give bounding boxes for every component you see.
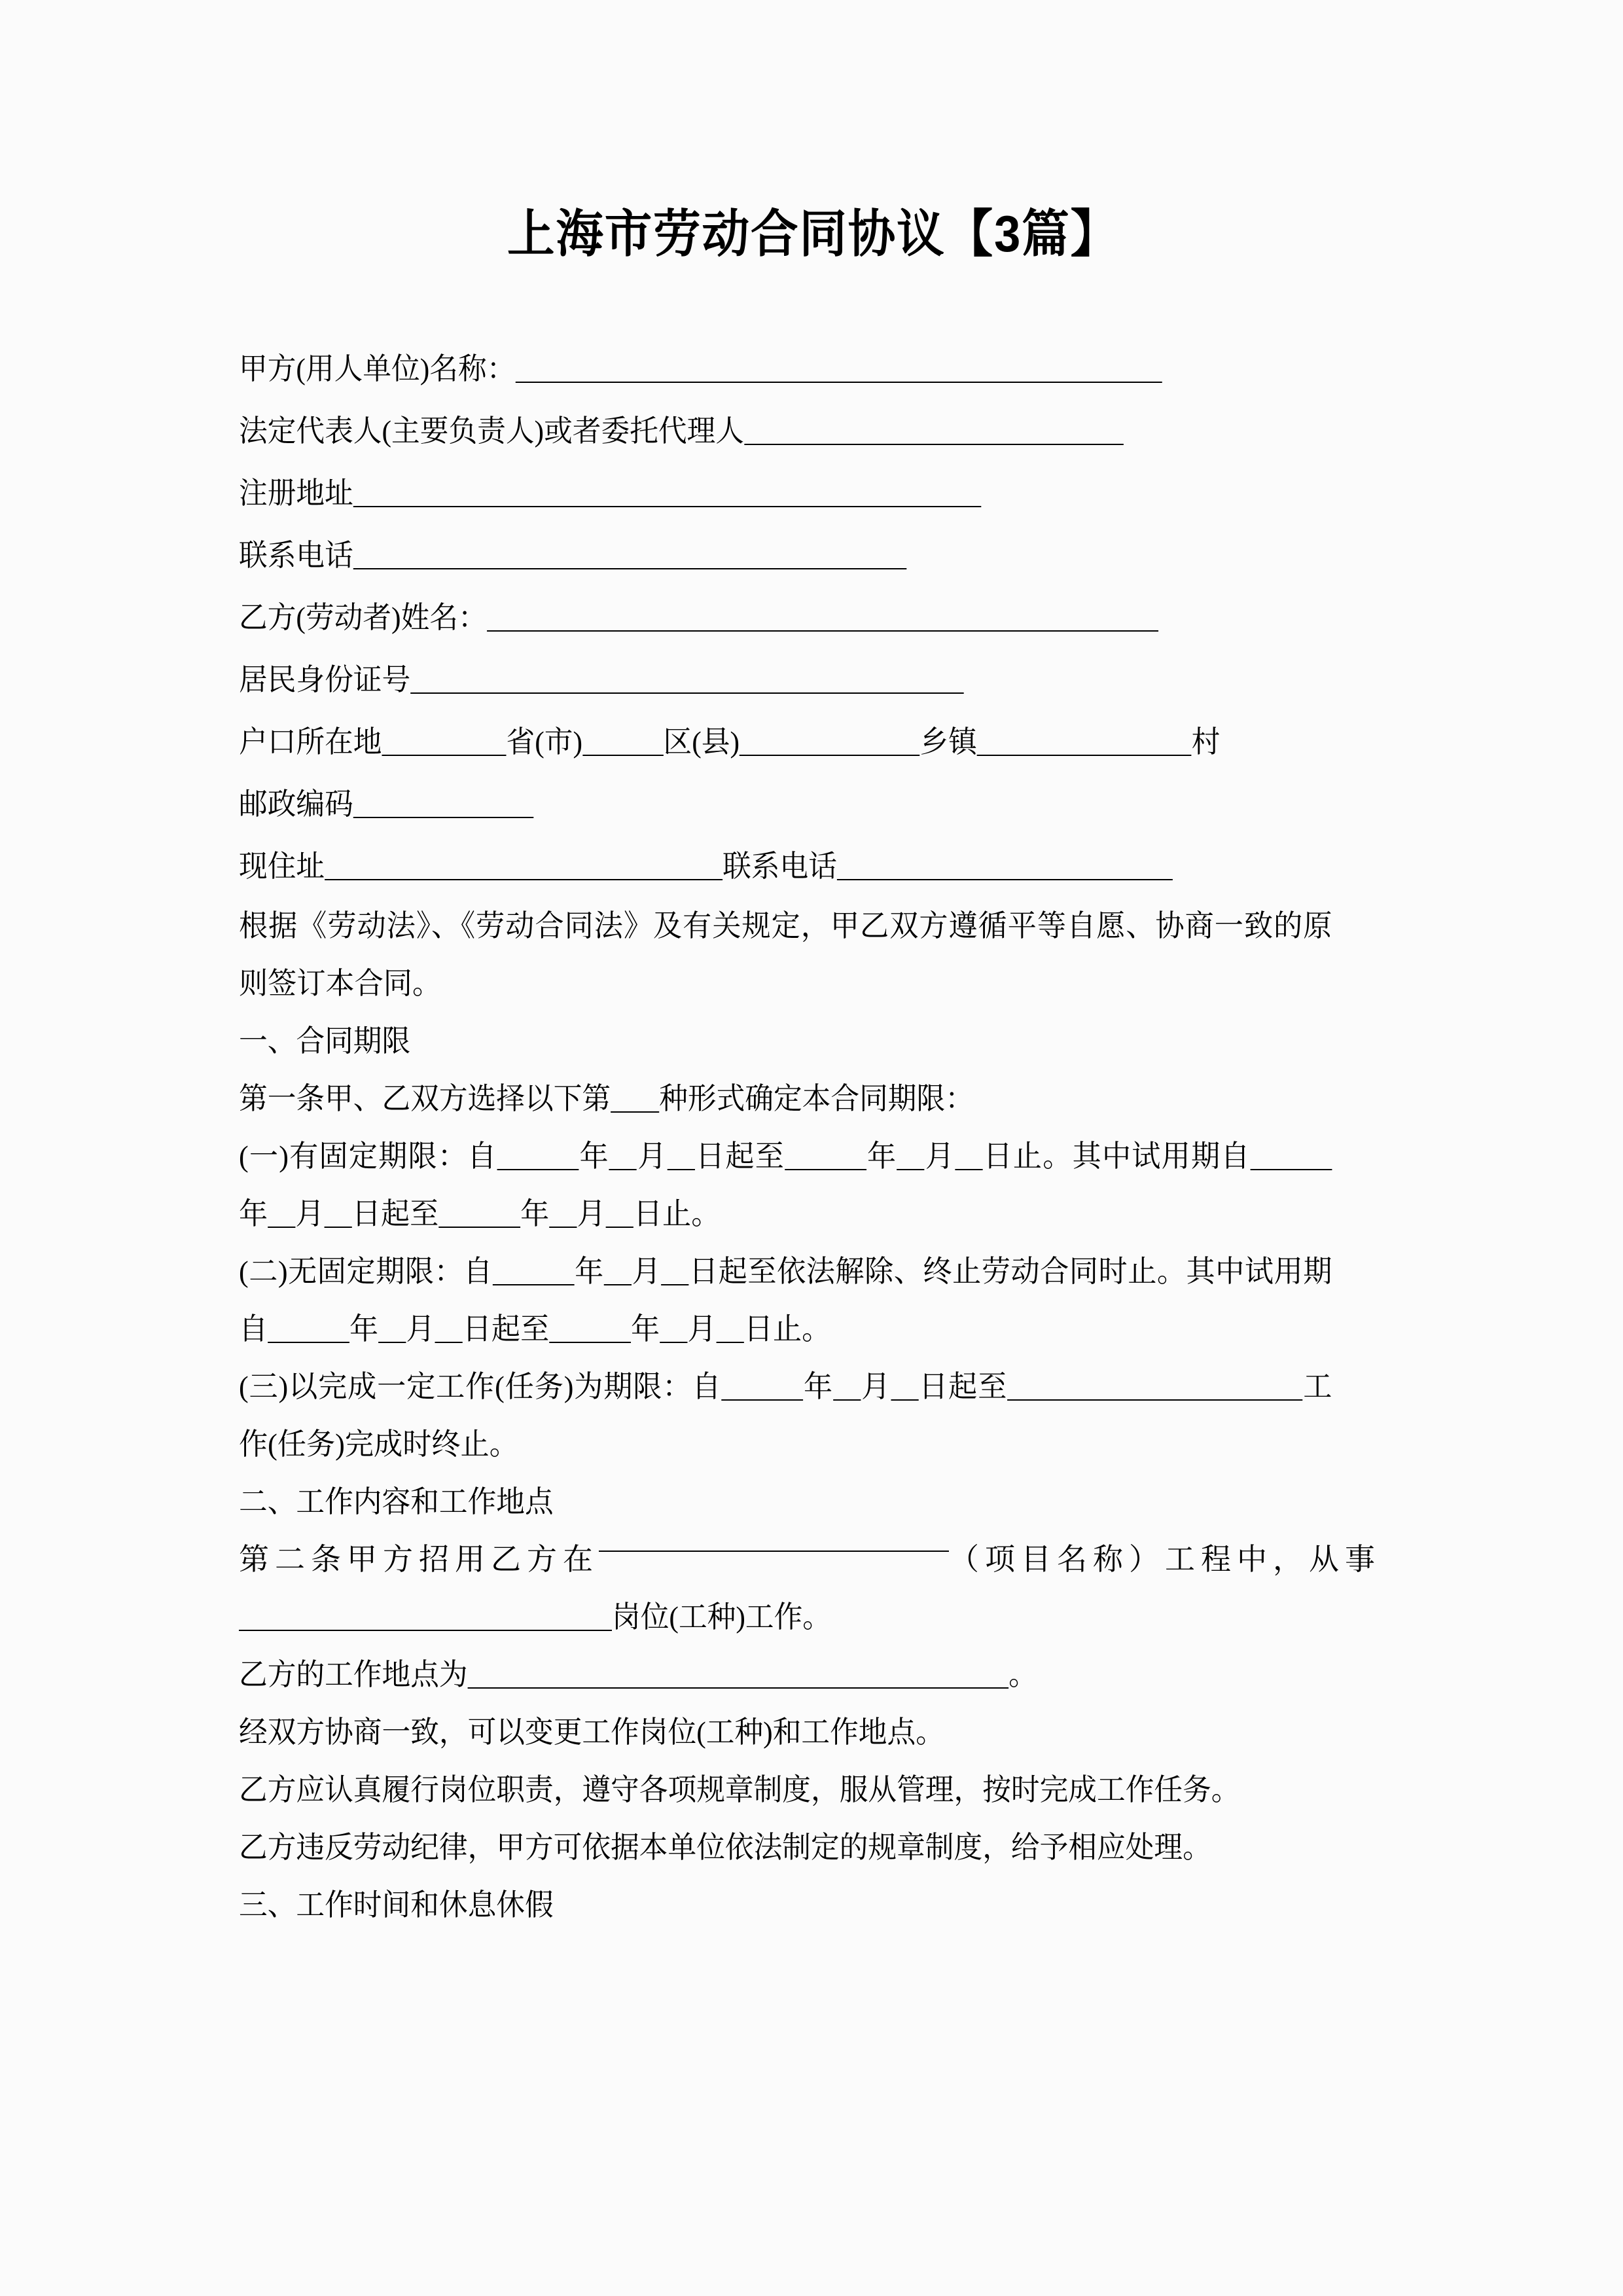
term-task-to: 日起至	[918, 1370, 1008, 1403]
term-open-probation-end-month-blank[interactable]	[660, 1322, 687, 1343]
field-postal-code	[239, 773, 1330, 835]
section-heading-3: 三、工作时间和休息休假	[239, 1888, 554, 1922]
registered-address-blank[interactable]	[353, 486, 981, 507]
household-town-label: 乡镇	[919, 725, 977, 759]
term-task-name-blank[interactable]	[1007, 1380, 1302, 1401]
job-position-blank[interactable]	[239, 1610, 612, 1631]
term-option-open-ended	[239, 1243, 1332, 1358]
page-title: 上海市劳动合同协议【3篇】	[507, 205, 1119, 262]
clause-two-mid: （项目名称）工程中，	[949, 1543, 1309, 1576]
term-fixed-month-unit: 月	[637, 1139, 668, 1173]
term-option-open-label: (二)无固定期限：	[239, 1255, 464, 1288]
clause-two-line-2	[239, 1588, 1330, 1646]
employee-name-label: 乙方(劳动者)姓名：	[239, 601, 487, 634]
document-body	[239, 338, 1387, 1934]
probation-start-month-blank[interactable]	[268, 1207, 295, 1228]
probation-year-unit: 年	[239, 1197, 268, 1230]
field-employer-name	[239, 338, 1330, 400]
term-fixed-probation-lead: 日止。其中试用期自	[982, 1139, 1251, 1173]
term-fixed-end-year-blank[interactable]	[785, 1149, 866, 1170]
term-open-probation-start-day-blank[interactable]	[435, 1322, 463, 1343]
probation-day-unit: 日起至	[351, 1197, 439, 1230]
term-open-probation-end-day-blank[interactable]	[717, 1322, 744, 1343]
field-employer-phone	[239, 524, 1330, 586]
section-heading-2: 二、工作内容和工作地点	[239, 1485, 554, 1518]
household-province-blank[interactable]	[382, 735, 507, 756]
field-registered-address	[239, 462, 1330, 524]
id-number-label: 居民身份证号	[239, 663, 411, 696]
term-task-start-year-blank[interactable]	[721, 1380, 803, 1401]
term-fixed-from: 自	[467, 1139, 497, 1173]
clause-two-line-1	[239, 1531, 1381, 1588]
discipline-paragraph: 乙方违反劳动纪律，甲方可依据本单位依法制定的规章制度，给予相应处理。	[239, 1831, 1211, 1864]
term-open-year-unit: 年	[574, 1255, 604, 1288]
term-open-start-month-blank[interactable]	[604, 1265, 632, 1285]
legal-rep-blank[interactable]	[744, 424, 1124, 445]
employer-phone-label: 联系电话	[239, 539, 353, 572]
term-open-probation-start-year-blank[interactable]	[268, 1322, 349, 1343]
household-district-label: 区(县)	[663, 725, 740, 759]
clause-one	[239, 1070, 1330, 1128]
term-fixed-start-year-blank[interactable]	[497, 1149, 579, 1170]
workplace-lead: 乙方的工作地点为	[239, 1658, 468, 1691]
term-fixed-year-unit: 年	[579, 1139, 609, 1173]
field-household-registration	[239, 711, 1330, 773]
term-option-fixed	[239, 1128, 1332, 1243]
workplace-change-paragraph: 经双方协商一致，可以变更工作岗位(工种)和工作地点。	[239, 1715, 944, 1749]
term-task-month-unit: 月	[861, 1370, 891, 1403]
term-open-body: 日起至依法解除、终止劳动合同时止。其中试用期自	[239, 1255, 1332, 1346]
postal-code-label: 邮政编码	[239, 787, 353, 821]
postal-code-blank[interactable]	[353, 797, 534, 818]
workplace-line	[239, 1646, 1330, 1704]
term-task-end: 工作(任务)完成时终止。	[239, 1370, 1332, 1461]
household-village-label: 村	[1191, 725, 1221, 759]
probation-start-year-blank[interactable]	[1251, 1149, 1332, 1170]
term-fixed-end: 日止。	[633, 1197, 721, 1230]
term-option-fixed-label: (一)有固定期限：	[239, 1139, 468, 1173]
duties-paragraph: 乙方应认真履行岗位职责，遵守各项规章制度，服从管理，按时完成工作任务。	[239, 1773, 1240, 1806]
term-open-mid: 日起至	[462, 1312, 550, 1346]
term-fixed-end-day-blank[interactable]	[955, 1149, 982, 1170]
field-id-number	[239, 649, 1330, 711]
term-option-task-based	[239, 1358, 1332, 1473]
household-village-blank[interactable]	[977, 735, 1192, 756]
probation-year-unit-2: 年	[520, 1197, 550, 1230]
document-content	[239, 0, 1387, 1934]
term-open-year-unit-2: 年	[349, 1312, 379, 1346]
term-option-task-label: (三)以完成一定工作(任务)为期限：	[239, 1370, 692, 1403]
current-address-blank[interactable]	[325, 859, 722, 880]
household-town-blank[interactable]	[740, 735, 920, 756]
household-province-label: 省(市)	[506, 725, 583, 759]
term-open-start-day-blank[interactable]	[661, 1265, 688, 1285]
preamble-paragraph: 根据《劳动法》、《劳动合同法》及有关规定，甲乙双方遵循平等自愿、协商一致的原则签订本合同。	[239, 909, 1332, 1000]
term-open-month-unit-3: 月	[687, 1312, 717, 1346]
probation-month-unit-2: 月	[577, 1197, 606, 1230]
field-legal-rep	[239, 400, 1330, 462]
term-fixed-start-month-blank[interactable]	[609, 1149, 637, 1170]
clause-two-tail: 岗位(工种)工作。	[612, 1600, 832, 1634]
term-fixed-year-unit-2: 年	[866, 1139, 897, 1173]
household-prefix-label: 户口所在地	[239, 725, 382, 759]
field-current-address	[239, 835, 1330, 897]
current-address-label: 现住址	[239, 850, 325, 883]
probation-start-day-blank[interactable]	[325, 1207, 352, 1228]
workplace-tail: 。	[1008, 1658, 1037, 1691]
field-employee-name	[239, 586, 1330, 649]
employer-phone-blank[interactable]	[353, 548, 907, 569]
term-open-probation-end-year-blank[interactable]	[549, 1322, 631, 1343]
term-task-start-day-blank[interactable]	[891, 1380, 918, 1401]
legal-rep-label: 法定代表人(主要负责人)或者委托代理人	[239, 414, 745, 448]
term-open-start-year-blank[interactable]	[493, 1265, 575, 1285]
probation-end-month-blank[interactable]	[549, 1207, 577, 1228]
section-heading-1: 一、合同期限	[239, 1024, 411, 1058]
employer-name-label: 甲方(用人单位)名称：	[239, 352, 516, 386]
workplace-blank[interactable]	[468, 1668, 1009, 1689]
project-name-blank[interactable]	[599, 1531, 949, 1552]
probation-end-year-blank[interactable]	[438, 1207, 520, 1228]
term-open-end: 日止。	[743, 1312, 831, 1346]
employee-phone-label: 联系电话	[722, 850, 837, 883]
term-task-year-unit: 年	[803, 1370, 833, 1403]
id-number-blank[interactable]	[410, 673, 964, 694]
term-open-from: 自	[463, 1255, 493, 1288]
term-task-from: 自	[692, 1370, 722, 1403]
clause-two-end: 从事	[1309, 1543, 1381, 1576]
term-fixed-month-unit-2: 月	[924, 1139, 955, 1173]
probation-month-unit: 月	[295, 1197, 325, 1230]
term-open-probation-start-month-blank[interactable]	[378, 1322, 406, 1343]
registered-address-label: 注册地址	[239, 476, 353, 510]
clause-two-lead: 第二条甲方招用乙方在	[239, 1543, 599, 1576]
employee-name-blank[interactable]	[487, 611, 1158, 632]
term-fixed-end-month-blank[interactable]	[897, 1149, 924, 1170]
term-open-month-unit-2: 月	[406, 1312, 435, 1346]
clause-one-tail: 种形式确定本合同期限：	[659, 1082, 974, 1115]
household-district-blank[interactable]	[582, 735, 664, 756]
term-open-month-unit: 月	[632, 1255, 662, 1288]
clause-one-choice-blank[interactable]	[611, 1092, 659, 1113]
term-fixed-day-unit: 日起至	[694, 1139, 785, 1173]
employee-phone-blank[interactable]	[837, 859, 1173, 880]
term-fixed-start-day-blank[interactable]	[668, 1149, 695, 1170]
probation-end-day-blank[interactable]	[606, 1207, 633, 1228]
term-open-year-unit-3: 年	[631, 1312, 660, 1346]
employer-name-blank[interactable]	[515, 362, 1162, 383]
term-task-start-month-blank[interactable]	[833, 1380, 861, 1401]
clause-one-lead: 第一条甲、乙双方选择以下第	[239, 1082, 611, 1115]
